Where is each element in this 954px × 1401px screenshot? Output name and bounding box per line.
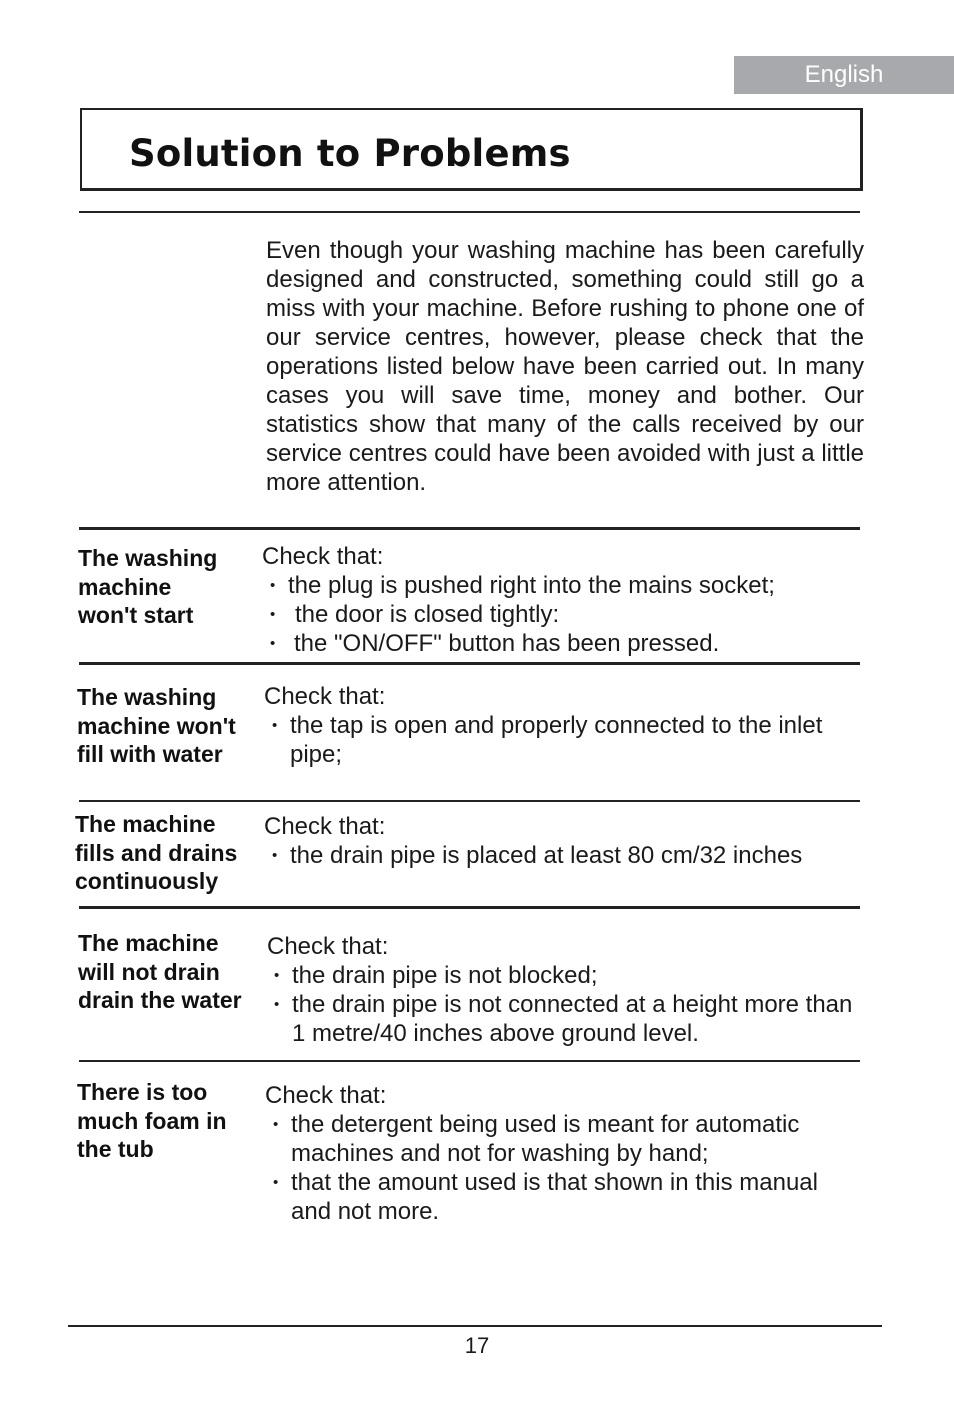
check-list	[266, 571, 826, 658]
divider	[79, 800, 860, 802]
footer-divider	[68, 1325, 882, 1327]
page-number: 17	[464, 1333, 490, 1358]
list-item: • the "ON/OFF" button has been pressed.	[266, 629, 826, 658]
list-item: • the drain pipe is not blocked;	[270, 961, 870, 990]
check-label: Check that:	[264, 683, 386, 710]
list-item: • the door is closed tightly:	[266, 600, 826, 629]
check-label: Check that:	[265, 1082, 387, 1109]
check-list	[268, 711, 858, 769]
problem-label: The washing machine won't fill with water	[77, 684, 236, 767]
problem-label: The machine fills and drains continuously	[75, 811, 238, 894]
list-item-text: • the drain pipe is not connected at a height more than 1 metre/40 inches above ground level.	[292, 991, 853, 1047]
divider	[79, 906, 860, 909]
intro-paragraph: Even though your washing machine has been carefully designed and constructed, something could still go a miss with your machine. Before rushing to phone one of our service centres, however, please check that the operations listed below have been carried out. In many cases you will save time, money and bother. Our statistics show that many of the calls received by our service centres could have been avoided with just a little more attention.	[266, 237, 864, 496]
check-label: Check that:	[262, 543, 384, 570]
divider	[79, 211, 860, 213]
list-item-text: • the tap is open and properly connected to the inlet pipe;	[290, 712, 823, 768]
check-list	[268, 841, 858, 870]
divider	[79, 662, 860, 665]
list-item: • that the amount used is that shown in this manual and not more.	[269, 1168, 849, 1226]
language-tab: English	[734, 56, 954, 94]
problem-label: There is too much foam in the tub	[77, 1079, 227, 1162]
check-label: Check that:	[267, 933, 389, 960]
list-item: • the detergent being used is meant for automatic machines and not for washing by hand;	[269, 1110, 849, 1168]
divider	[79, 1060, 860, 1062]
check-list	[269, 1110, 849, 1226]
list-item	[270, 990, 870, 1048]
check-list	[270, 961, 870, 1048]
list-item: • the drain pipe is placed at least 80 cm/32 inches	[268, 841, 858, 870]
problem-label: The machine will not drain drain the water	[78, 930, 242, 1013]
page-title: Solution to Problems	[129, 132, 571, 175]
check-label: Check that:	[264, 813, 386, 840]
list-item	[268, 711, 858, 769]
problem-label: The washing machine won't start	[78, 545, 218, 628]
divider	[79, 527, 860, 530]
list-item: • the plug is pushed right into the mains socket;	[266, 571, 826, 600]
title-box	[80, 108, 863, 191]
